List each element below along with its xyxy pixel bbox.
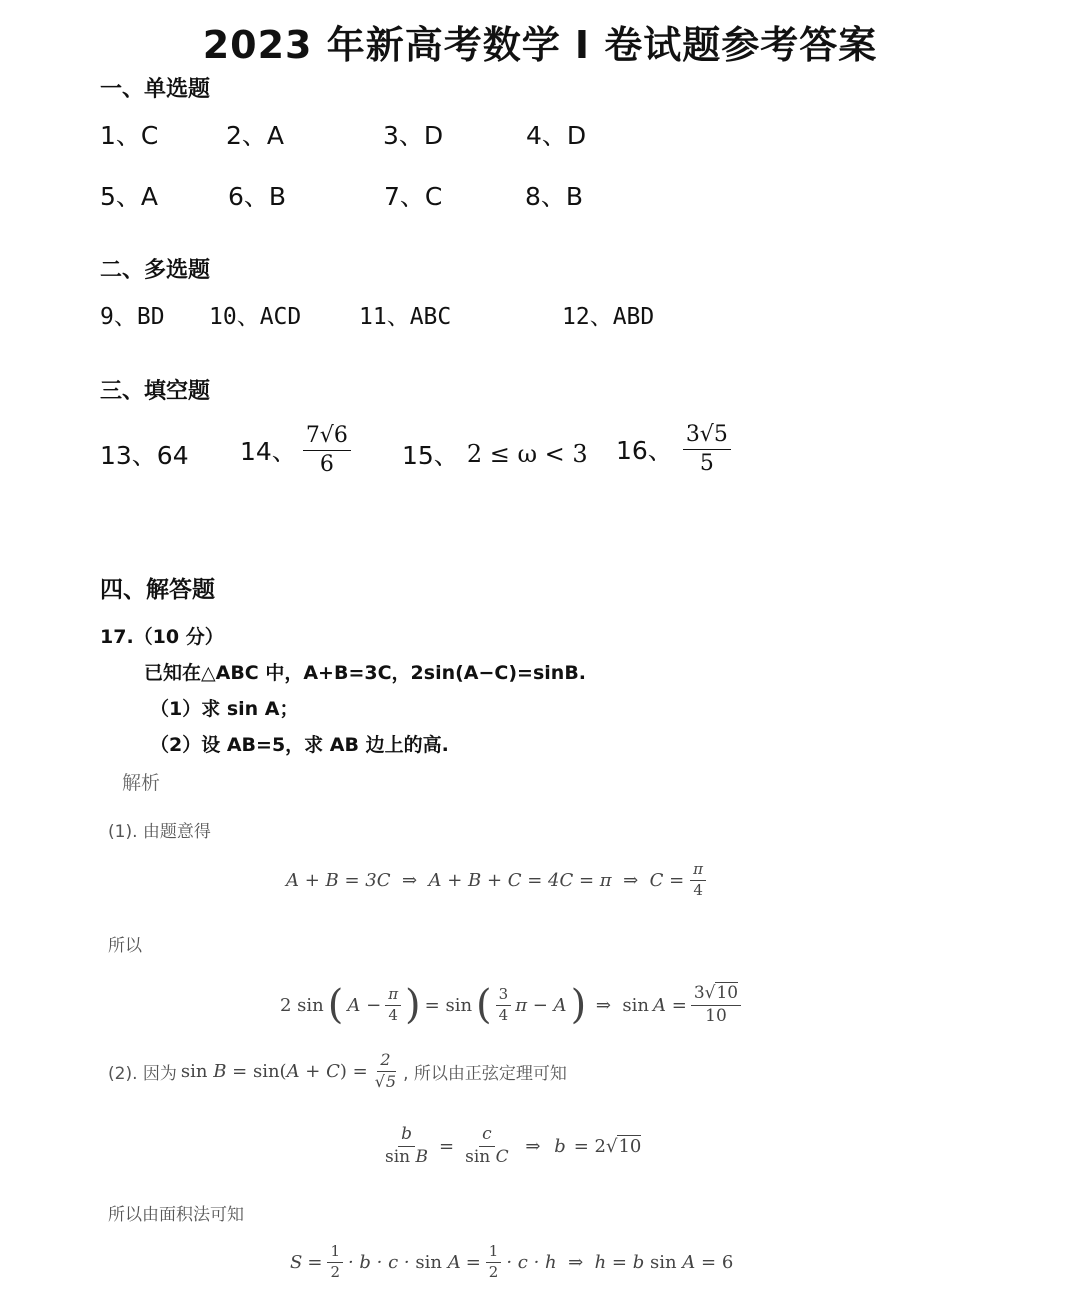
problem-label: 17.（10 分） xyxy=(100,626,224,648)
fraction xyxy=(683,423,731,474)
answer-item-16 xyxy=(616,418,731,480)
answer-item: 4、D xyxy=(526,121,587,150)
problem-part-2: （2）设 AB=5，求 AB 边上的高. xyxy=(150,734,449,756)
fraction-denominator: 6 xyxy=(319,451,334,477)
answer-item: 11、ABC xyxy=(359,304,452,330)
answer-item: 13、64 xyxy=(100,441,189,470)
text: , 所以由正弦定理可知 xyxy=(403,1063,567,1084)
equation-1 xyxy=(286,862,706,899)
so-text: 所以由面积法可知 xyxy=(108,1205,244,1225)
answer-item-15 xyxy=(402,436,588,472)
problem-part-1: （1）求 sin A； xyxy=(150,698,299,720)
fraction: $\frac{\pi}{4}$ xyxy=(690,862,706,899)
answer-item-14 xyxy=(240,420,351,480)
equation-text: A + B = 3C ⇒ A + B + C = 4C = π ⇒ C = xyxy=(286,869,685,891)
equation-2: 2 sin ( A − $\frac{\pi}{4}$ ) = sin ( $\frac{3}{4}$ π − A ) ⇒ sin A = $\frac{3√10}{10}$ xyxy=(280,982,741,1028)
section-heading-fill-blank: 三、填空题 xyxy=(100,379,211,404)
page-title: 2023 年新高考数学 I 卷试题参考答案 xyxy=(202,23,878,67)
answer-item: 12、ABD xyxy=(562,304,655,330)
answer-label: 15、 xyxy=(402,441,459,470)
section-heading-single-choice: 一、单选题 xyxy=(100,77,211,102)
equation-3: $\frac{b}{\text{sin B}}$ = $\frac{c}{\text{sin C}}$ ⇒ b = 2√10 xyxy=(385,1124,642,1167)
answer-item: 10、ACD xyxy=(209,304,302,330)
answer-item: 2、A xyxy=(226,121,285,150)
answer-item: 5、A xyxy=(100,182,159,211)
fraction xyxy=(303,424,351,475)
answer-item: 1、C xyxy=(100,121,159,150)
answer-label: 16、 xyxy=(616,436,673,465)
section-heading-solve: 四、解答题 xyxy=(100,577,215,603)
problem-statement: 已知在△ABC 中，A+B=3C，2sin(A−C)=sinB. xyxy=(144,662,587,684)
so-text: 所以 xyxy=(108,936,142,956)
fraction-numerator: 7√6 xyxy=(303,424,351,450)
answer-item: 7、C xyxy=(384,182,443,211)
section-heading-multi-choice: 二、多选题 xyxy=(100,258,211,283)
answer-item: 9、BD xyxy=(100,304,165,330)
solution-step-2-intro: (2). 因为 sin B = sin(A + C) = $\frac{2}{√5}$ , 所以由正弦定理可知 xyxy=(108,1050,567,1091)
answer-item: 3、D xyxy=(383,121,444,150)
equation-4: S = $\frac{1}{2}$ · b · c · sin A = $\frac{1}{2}$ · c · h ⇒ h = b sin A = 6 xyxy=(290,1242,734,1281)
answer-item: 6、B xyxy=(228,182,287,211)
fraction-denominator: 5 xyxy=(699,450,714,476)
inequality: 2 ≤ ω < 3 xyxy=(466,440,588,468)
answer-label: 14、 xyxy=(240,437,297,466)
fraction-numerator: 3√5 xyxy=(683,423,731,449)
solution-step-1-intro: (1). 由题意得 xyxy=(108,822,211,842)
answer-item: 8、B xyxy=(525,182,584,211)
text: (2). 因为 xyxy=(108,1063,177,1084)
analysis-label: 解析 xyxy=(122,772,161,794)
